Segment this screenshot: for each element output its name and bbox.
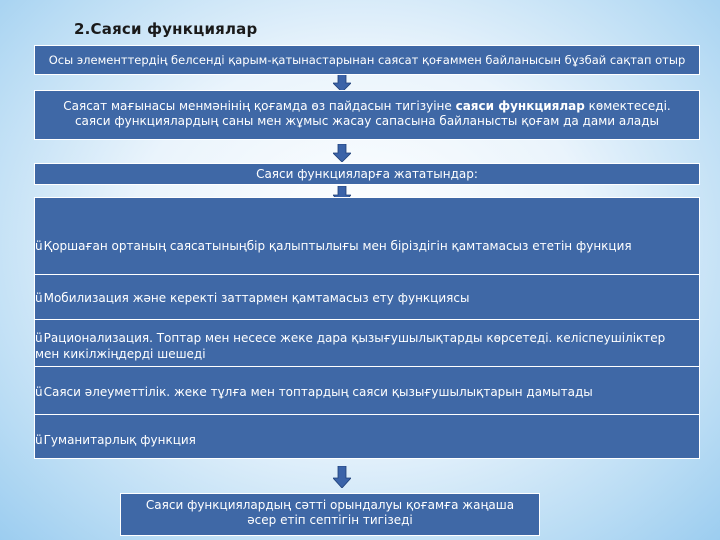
box-functions-header: Саяси функцияларға жататындар: bbox=[34, 163, 700, 185]
list-item bbox=[35, 290, 699, 306]
down-arrow-icon bbox=[333, 466, 351, 488]
box-meaning-text-after: көмектеседі. саяси функциялардың саны мен жұмыс жасау сапасына байланысты қоғам да дами алады bbox=[74, 99, 671, 128]
list-item bbox=[35, 384, 699, 400]
list-item bbox=[35, 238, 699, 254]
list-item-text: Саяси әлеуметтілік. жеке тұлға мен топтардың саяси қызығушылықтарын дамытады bbox=[43, 385, 593, 399]
box-relationship: Осы элементтердің белсенді қарым-қатынастарынан саясат қоғаммен байланысын бұзбай сақтап отыр bbox=[34, 45, 700, 75]
functions-list bbox=[34, 197, 700, 459]
list-item-text: Мобилизация және керекті заттармен қамтамасыз ету функциясы bbox=[43, 291, 470, 305]
list-item-text: Қоршаған ортаның саясатыныңбір қалыптылығы мен біріздігін қамтамасыз ететін функция bbox=[43, 239, 632, 253]
checkmark-icon: ü bbox=[35, 291, 43, 305]
box-conclusion: Саяси функциялардың сәтті орындалуы қоғамға жаңаша әсер етіп септігін тигізеді bbox=[120, 493, 540, 536]
divider bbox=[35, 319, 699, 320]
box-meaning-bold: саяси функциялар bbox=[455, 99, 585, 113]
box-meaning-text-before: Саясат мағынасы менмәнінің қоғамда өз пайдасын тигізуіне bbox=[63, 99, 456, 113]
checkmark-icon: ü bbox=[35, 331, 43, 345]
list-item bbox=[35, 432, 699, 448]
box-meaning bbox=[34, 90, 700, 140]
divider bbox=[35, 366, 699, 367]
checkmark-icon: ü bbox=[35, 239, 43, 253]
list-item-text: Рационализация. Топтар мен несесе жеке дара қызығушылықтарды көрсетеді. келіспеушіліктер мен кикілжіңдерді шешеді bbox=[35, 331, 666, 361]
divider bbox=[35, 274, 699, 275]
divider bbox=[35, 414, 699, 415]
checkmark-icon: ü bbox=[35, 433, 43, 447]
page-title: 2.Саяси функциялар bbox=[74, 20, 258, 38]
list-item bbox=[35, 330, 699, 362]
down-arrow-icon bbox=[333, 144, 351, 162]
list-item-text: Гуманитарлық функция bbox=[43, 433, 196, 447]
checkmark-icon: ü bbox=[35, 385, 43, 399]
